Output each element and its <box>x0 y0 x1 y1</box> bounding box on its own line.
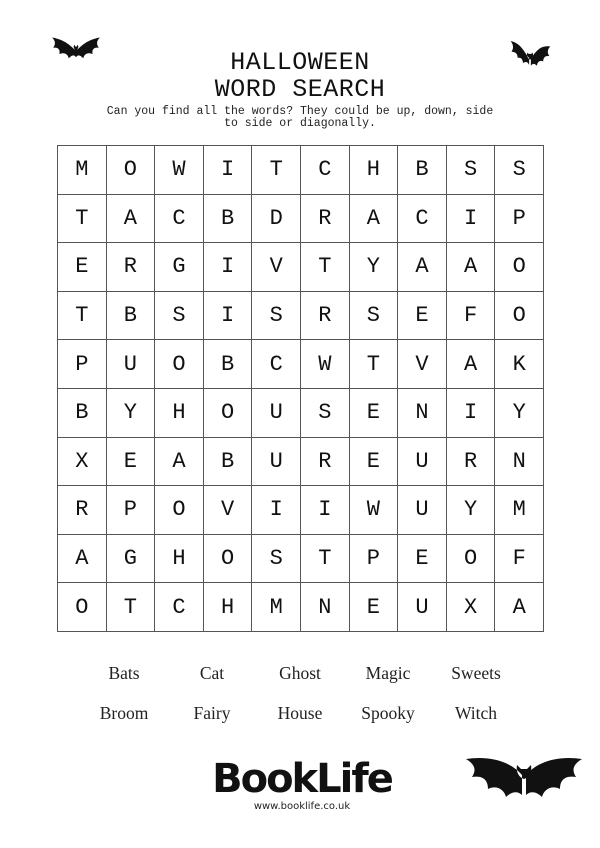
grid-cell[interactable]: P <box>350 535 399 584</box>
grid-cell[interactable]: V <box>252 243 301 292</box>
grid-cell[interactable]: T <box>301 535 350 584</box>
grid-cell[interactable]: F <box>447 292 496 341</box>
grid-cell[interactable]: D <box>252 195 301 244</box>
grid-cell[interactable]: Y <box>495 389 544 438</box>
grid-cell[interactable]: O <box>204 389 253 438</box>
grid-cell[interactable]: B <box>107 292 156 341</box>
grid-cell[interactable]: H <box>350 146 399 195</box>
grid-cell[interactable]: R <box>301 292 350 341</box>
grid-cell[interactable]: Y <box>447 486 496 535</box>
word-list-item: Witch <box>454 703 498 723</box>
grid-cell[interactable]: I <box>204 292 253 341</box>
grid-cell[interactable]: P <box>495 195 544 244</box>
grid-cell[interactable]: R <box>301 195 350 244</box>
page-title-line-2: WORD SEARCH <box>214 75 386 104</box>
grid-cell[interactable]: X <box>447 583 496 632</box>
grid-cell[interactable]: M <box>252 583 301 632</box>
grid-cell[interactable]: U <box>252 438 301 487</box>
grid-cell[interactable]: E <box>398 535 447 584</box>
grid-cell[interactable]: M <box>495 486 544 535</box>
grid-cell[interactable]: U <box>107 340 156 389</box>
grid-cell[interactable]: O <box>495 243 544 292</box>
grid-cell[interactable]: M <box>58 146 107 195</box>
booklife-url: www.booklife.co.uk <box>253 801 351 812</box>
grid-cell[interactable]: I <box>447 195 496 244</box>
grid-cell[interactable]: P <box>107 486 156 535</box>
grid-cell[interactable]: E <box>58 243 107 292</box>
grid-cell[interactable]: P <box>58 340 107 389</box>
grid-cell[interactable]: U <box>398 438 447 487</box>
grid-cell[interactable]: E <box>107 438 156 487</box>
grid-cell[interactable]: A <box>58 535 107 584</box>
grid-cell[interactable]: T <box>252 146 301 195</box>
grid-cell[interactable]: T <box>350 340 399 389</box>
word-list-item: House <box>277 703 323 723</box>
grid-cell[interactable]: W <box>350 486 399 535</box>
grid-cell[interactable]: G <box>107 535 156 584</box>
grid-cell[interactable]: R <box>58 486 107 535</box>
grid-cell[interactable]: K <box>495 340 544 389</box>
booklife-logo: BookLife <box>212 756 392 802</box>
grid-cell[interactable]: A <box>398 243 447 292</box>
grid-cell[interactable]: S <box>301 389 350 438</box>
grid-cell[interactable]: N <box>301 583 350 632</box>
grid-cell[interactable]: A <box>447 243 496 292</box>
grid-cell[interactable]: I <box>447 389 496 438</box>
grid-cell[interactable]: R <box>107 243 156 292</box>
grid-cell[interactable]: U <box>398 583 447 632</box>
grid-cell[interactable]: G <box>155 243 204 292</box>
grid-cell[interactable]: S <box>252 292 301 341</box>
grid-cell[interactable]: T <box>301 243 350 292</box>
grid-cell[interactable]: E <box>350 438 399 487</box>
grid-cell[interactable]: C <box>398 195 447 244</box>
grid-cell[interactable]: O <box>58 583 107 632</box>
grid-cell[interactable]: A <box>350 195 399 244</box>
grid-cell[interactable]: A <box>447 340 496 389</box>
word-list-item: Sweets <box>451 663 501 683</box>
grid-cell[interactable]: Y <box>350 243 399 292</box>
grid-cell[interactable]: C <box>301 146 350 195</box>
grid-cell[interactable]: S <box>350 292 399 341</box>
grid-cell[interactable]: Y <box>107 389 156 438</box>
grid-cell[interactable]: A <box>155 438 204 487</box>
grid-cell[interactable]: H <box>155 535 204 584</box>
grid-cell[interactable]: H <box>204 583 253 632</box>
grid-cell[interactable]: C <box>155 195 204 244</box>
page-title-line-1: HALLOWEEN <box>230 48 370 77</box>
grid-cell[interactable]: B <box>398 146 447 195</box>
grid-cell[interactable]: I <box>301 486 350 535</box>
grid-cell[interactable]: B <box>204 195 253 244</box>
grid-cell[interactable]: C <box>252 340 301 389</box>
bat-icon-bottom-right <box>464 753 584 799</box>
word-list-item: Broom <box>99 703 149 723</box>
grid-cell[interactable]: I <box>204 243 253 292</box>
grid-cell[interactable]: V <box>398 340 447 389</box>
grid-cell[interactable]: S <box>495 146 544 195</box>
word-list-item: Ghost <box>279 663 321 683</box>
grid-cell[interactable]: O <box>204 535 253 584</box>
grid-cell[interactable]: I <box>252 486 301 535</box>
word-list-item: Magic <box>365 663 411 683</box>
grid-cell[interactable]: T <box>107 583 156 632</box>
word-list <box>80 662 520 724</box>
grid-cell[interactable]: T <box>58 195 107 244</box>
grid-cell[interactable]: R <box>447 438 496 487</box>
grid-cell[interactable]: U <box>398 486 447 535</box>
grid-cell[interactable]: O <box>495 292 544 341</box>
grid-cell[interactable]: O <box>155 340 204 389</box>
grid-cell[interactable]: I <box>204 146 253 195</box>
grid-cell[interactable]: R <box>301 438 350 487</box>
grid-cell[interactable]: E <box>398 292 447 341</box>
grid-cell[interactable]: A <box>495 583 544 632</box>
word-list-item: Fairy <box>193 703 231 723</box>
grid-cell[interactable]: S <box>155 292 204 341</box>
grid-cell[interactable]: S <box>252 535 301 584</box>
grid-cell[interactable]: F <box>495 535 544 584</box>
grid-cell[interactable]: V <box>204 486 253 535</box>
grid-cell[interactable]: B <box>204 438 253 487</box>
grid-cell[interactable]: S <box>447 146 496 195</box>
grid-cell[interactable]: N <box>398 389 447 438</box>
grid-cell[interactable]: A <box>107 195 156 244</box>
grid-cell[interactable]: T <box>58 292 107 341</box>
grid-cell[interactable]: N <box>495 438 544 487</box>
grid-cell[interactable]: O <box>447 535 496 584</box>
word-list-item: Cat <box>199 663 225 683</box>
grid-cell[interactable]: O <box>107 146 156 195</box>
grid-cell[interactable]: B <box>204 340 253 389</box>
word-list-item: Spooky <box>361 703 415 723</box>
grid-cell[interactable]: H <box>155 389 204 438</box>
grid-cell[interactable]: O <box>155 486 204 535</box>
grid-cell[interactable]: B <box>58 389 107 438</box>
word-search-grid <box>57 145 544 632</box>
instructions-text: Can you find all the words? They could be up, down, side to side or diagonally. <box>106 105 494 130</box>
grid-cell[interactable]: X <box>58 438 107 487</box>
grid-cell[interactable]: U <box>252 389 301 438</box>
word-list-item: Bats <box>108 663 140 683</box>
grid-cell[interactable]: W <box>155 146 204 195</box>
grid-cell[interactable]: W <box>301 340 350 389</box>
grid-cell[interactable]: C <box>155 583 204 632</box>
grid-cell[interactable]: E <box>350 389 399 438</box>
grid-cell[interactable]: E <box>350 583 399 632</box>
